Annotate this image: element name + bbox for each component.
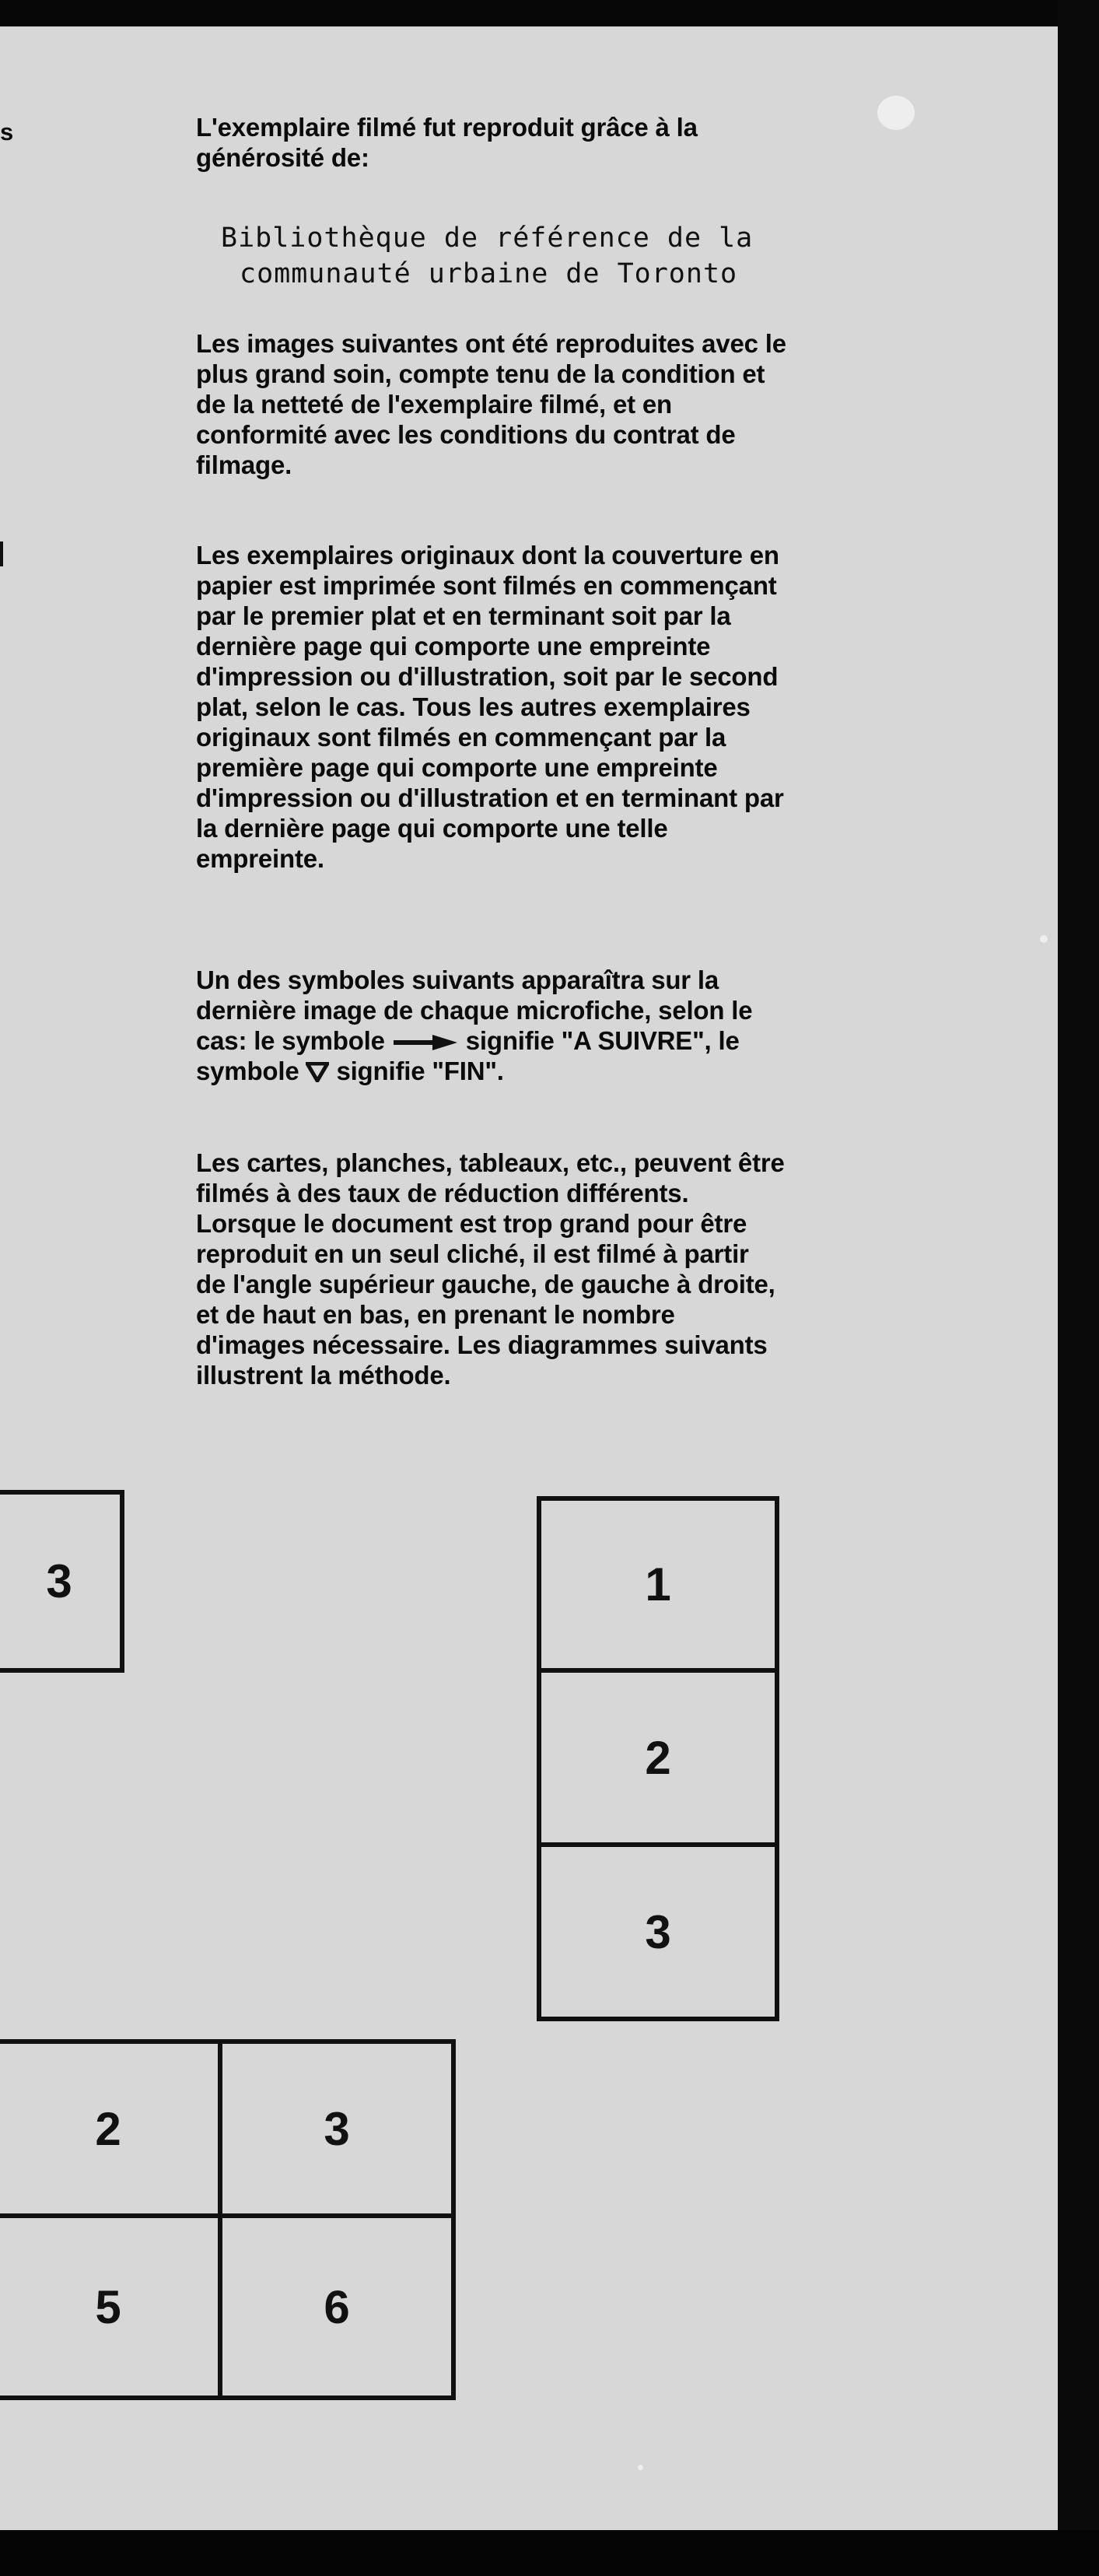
intro-line-2: générosité de: [196, 143, 369, 172]
paragraph-care-line: Les images suivantes ont été reproduites avec le [196, 329, 786, 358]
paragraph-maps-method-line: Les cartes, planches, tableaux, etc., peuvent être [196, 1148, 785, 1177]
paragraph-care-line: conformité avec les conditions du contrat de [196, 420, 736, 449]
paragraph-original-copies-line: d'impression ou d'illustration et en terminant par [196, 783, 784, 812]
paragraph-maps-method-line: filmés à des taux de réduction différents. [196, 1179, 689, 1207]
paragraph-symbols-line-3 [196, 1025, 966, 1056]
paragraph-original-copies-line: originaux sont filmés en commençant par la [196, 723, 726, 752]
library-line-2: communauté urbaine de Toronto [240, 258, 738, 289]
paragraph-care-line: plus grand soin, compte tenu de la condition et [196, 359, 765, 388]
paragraph-original-copies-line: plat, selon le cas. Tous les autres exemplaires [196, 692, 751, 721]
grid-diagram-cell [0, 2039, 222, 2218]
paragraph-symbols-line-2: dernière image de chaque microfiche, selon le [196, 996, 753, 1025]
paragraph-symbols-line-4-start: symbole [196, 1057, 299, 1085]
paragraph-maps-method-line: et de haut en bas, en prenant le nombre [196, 1300, 675, 1329]
vertical-diagram-cell [537, 1496, 779, 1673]
intro-line-1: L'exemplaire filmé fut reproduit grâce à la [196, 113, 698, 142]
paragraph-care-line: de la netteté de l'exemplaire filmé, et en [196, 390, 673, 419]
paragraph-symbols-line-3-start: cas: le symbole [196, 1026, 385, 1055]
scan-top-border [0, 0, 1099, 26]
right-arrow-icon [392, 1034, 459, 1051]
vertical-diagram-number: 3 [645, 1905, 671, 1958]
down-triangle-icon [306, 1062, 329, 1082]
paragraph-maps-method-line: reproduit en un seul cliché, il est filmé à partir [196, 1239, 749, 1268]
paragraph-maps-method-line: d'images nécessaire. Les diagrammes suivants [196, 1330, 768, 1359]
scan-dust-spot [1040, 935, 1048, 943]
left-edge-mark [0, 541, 3, 566]
paragraph-care-line: filmage. [196, 450, 292, 479]
paragraph-symbols-line-4 [196, 1056, 966, 1086]
scan-dust-spot [877, 96, 915, 130]
left-cropped-letter: s [0, 118, 14, 145]
paragraph-care [196, 328, 966, 480]
vertical-diagram-number: 1 [645, 1558, 671, 1610]
left-diagram-box [0, 1490, 124, 1673]
scan-bottom-border [0, 2530, 1099, 2576]
paragraph-original-copies-line: empreinte. [196, 844, 324, 873]
grid-diagram-number: 2 [95, 2102, 121, 2155]
paragraph-original-copies-line: par le premier plat et en terminant soit par la [196, 601, 731, 630]
library-line-1: Bibliothèque de référence de la [221, 223, 754, 254]
paragraph-original-copies [196, 540, 966, 874]
intro-text [196, 112, 896, 173]
grid-diagram-cell [218, 2039, 456, 2218]
paragraph-symbols-line-3-end: signifie "A SUIVRE", le [465, 1026, 740, 1055]
scan-right-border [1058, 0, 1099, 2576]
paragraph-maps-method-line: de l'angle supérieur gauche, de gauche à droite, [196, 1270, 775, 1299]
paragraph-maps-method-line: illustrent la méthode. [196, 1361, 451, 1390]
scan-dust-spot [638, 2465, 643, 2470]
vertical-diagram-cell [537, 1842, 779, 2021]
library-name [221, 220, 859, 292]
paragraph-original-copies-line: dernière page qui comporte une empreinte [196, 632, 711, 661]
paragraph-symbols-line-1: Un des symboles suivants apparaîtra sur la [196, 966, 719, 994]
paragraph-maps-method-line: Lorsque le document est trop grand pour être [196, 1209, 747, 1238]
paragraph-original-copies-line: la dernière page qui comporte une telle [196, 814, 668, 843]
paragraph-original-copies-line: Les exemplaires originaux dont la couverture en [196, 541, 779, 570]
grid-diagram-number: 6 [324, 2280, 350, 2333]
paragraph-maps-method [196, 1148, 966, 1390]
paragraph-original-copies-line: première page qui comporte une empreinte [196, 753, 718, 782]
left-diagram-box-number: 3 [46, 1555, 72, 1607]
vertical-diagram-cell [537, 1668, 779, 1847]
paragraph-original-copies-line: d'impression ou d'illustration, soit par le second [196, 662, 779, 691]
paragraph-symbols [196, 965, 966, 1086]
grid-diagram-cell [218, 2213, 456, 2400]
grid-diagram-number: 3 [324, 2102, 350, 2155]
grid-diagram-number: 5 [95, 2280, 121, 2333]
paragraph-original-copies-line: papier est imprimée sont filmés en commençant [196, 571, 777, 600]
grid-diagram-cell [0, 2213, 222, 2400]
paragraph-symbols-line-4-end: signifie "FIN". [336, 1057, 504, 1085]
vertical-diagram-number: 2 [645, 1731, 671, 1784]
